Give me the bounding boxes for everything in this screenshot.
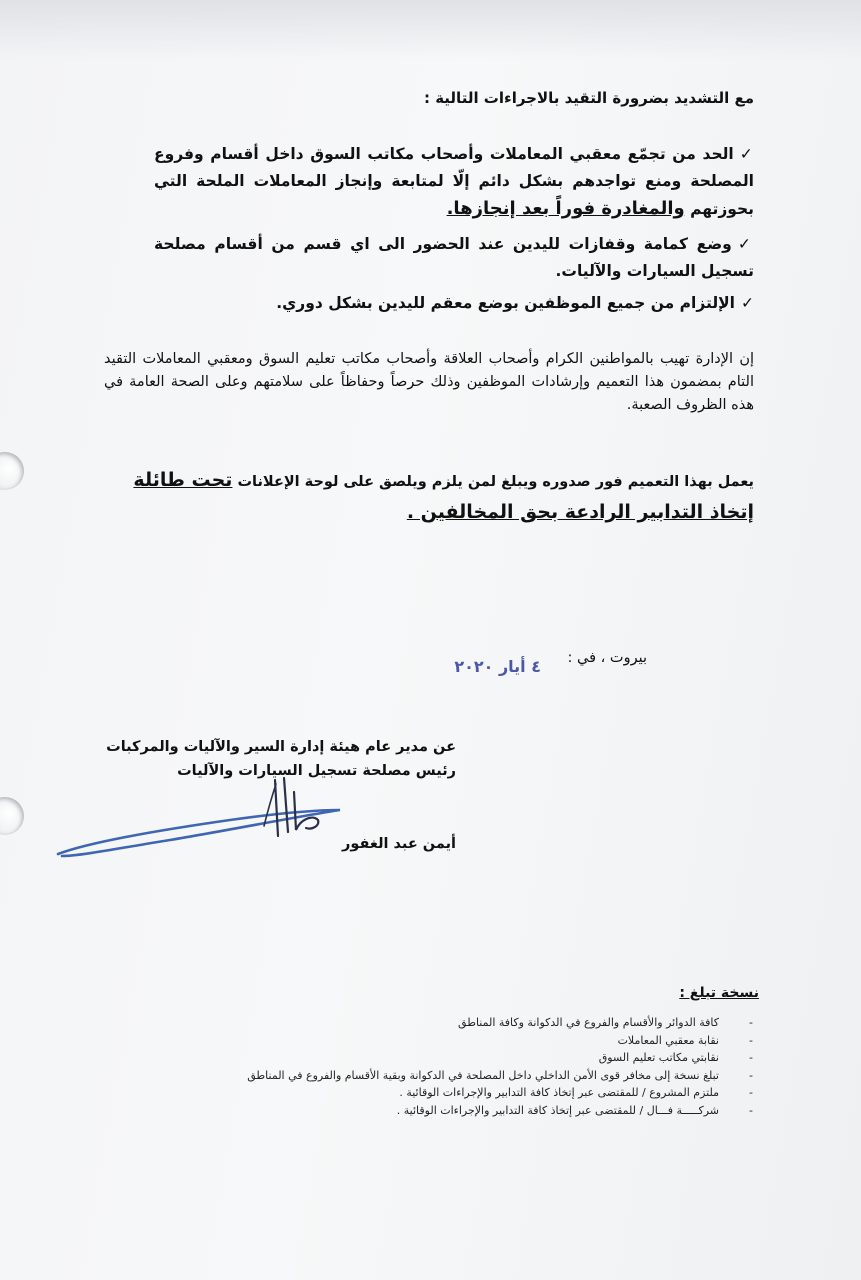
list-item: -ملتزم المشروع / للمقتضى عبر إتخاذ كافة التدابير والإجراءات الوقائية . [399,1086,753,1099]
signatory-name: أيمن عبد الغفور [342,836,456,852]
list-item: -كافة الدوائر والأقسام والفروع في الدكوانة وكافة المناطق [458,1016,753,1029]
bullet-item [154,290,754,317]
bullet-emphasis: والمغادرة فوراً بعد إنجازها. [446,198,685,219]
circulation-notice [104,465,754,529]
checkmark-icon: ✓ [741,294,754,312]
instructions-heading: مع التشديد بضرورة التقيد بالاجراءات التالية : [423,89,754,107]
checkmark-icon: ✓ [737,235,754,253]
appeal-paragraph: إن الإدارة تهيب بالمواطنين الكرام وأصحاب العلاقة وأصحاب مكاتب تعليم السوق ومعقبي المعاملات التقيد التام بمضمون هذا التعميم وإرشادات الموظفين وذلك حرصاً وحفاظاً على سلامتهم وعلى الصحة العامة في هذه الظروف الصعبة. [104,351,754,413]
punch-hole-icon [0,452,24,490]
bullet-text: وضع كمامة وقفازات لليدين عند الحضور الى اي قسم من أقسام مصلحة تسجيل السيارات والآليات. [154,235,754,280]
list-item: -شركـــــة فـــال / للمقتضى عبر إتخاذ كافة التدابير والإجراءات الوقائية . [396,1103,753,1117]
date-value: ٤ أيار ٢٠٢٠ [454,657,541,676]
copies-title: نسخة تبلغ : [679,985,759,1001]
bullet-text: الحد من تجمّع معقبي المعاملات وأصحاب مكاتب السوق داخل أقسام وفروع المصلحة ومنع تواجدهم بشكل دائم إلّا لمتابعة وإنجاز المعاملات الملحة التي بحوزتهم [154,145,754,218]
copies-list [247,1014,753,1119]
bullet-item [154,231,754,285]
checkmark-icon: ✓ [739,145,754,163]
bullet-text: الإلتزام من جميع الموظفين بوضع معقم لليدين بشكل دوري. [276,294,735,312]
signatory-position: رئيس مصلحة تسجيل السيارات والآليات [177,763,456,779]
list-item: -نقابتي مكاتب تعليم السوق [598,1051,753,1064]
bullet-item [154,141,754,223]
list-item: -تبلغ نسخة إلى مخافر قوى الأمن الداخلي داخل المصلحة في الدكوانة وبقية الأقسام والفروع في المناطق [247,1068,753,1082]
punch-hole-icon [0,797,24,835]
signatory-title: عن مدير عام هيئة إدارة السير والآليات والمركبات [106,739,456,755]
list-item: -نقابة معقبي المعاملات [617,1033,753,1047]
handwritten-signature-icon [50,770,350,870]
circulation-emphasis: تحت طائلة إتخاذ التدابير الرادعة بحق المخالفين . [133,469,754,523]
page-fold-shadow [0,0,861,60]
circulation-text: يعمل بهذا التعميم فور صدوره ويبلغ لمن يلزم ويلصق على لوحة الإعلانات [232,474,754,490]
date-label: بيروت ، في : [567,650,647,666]
